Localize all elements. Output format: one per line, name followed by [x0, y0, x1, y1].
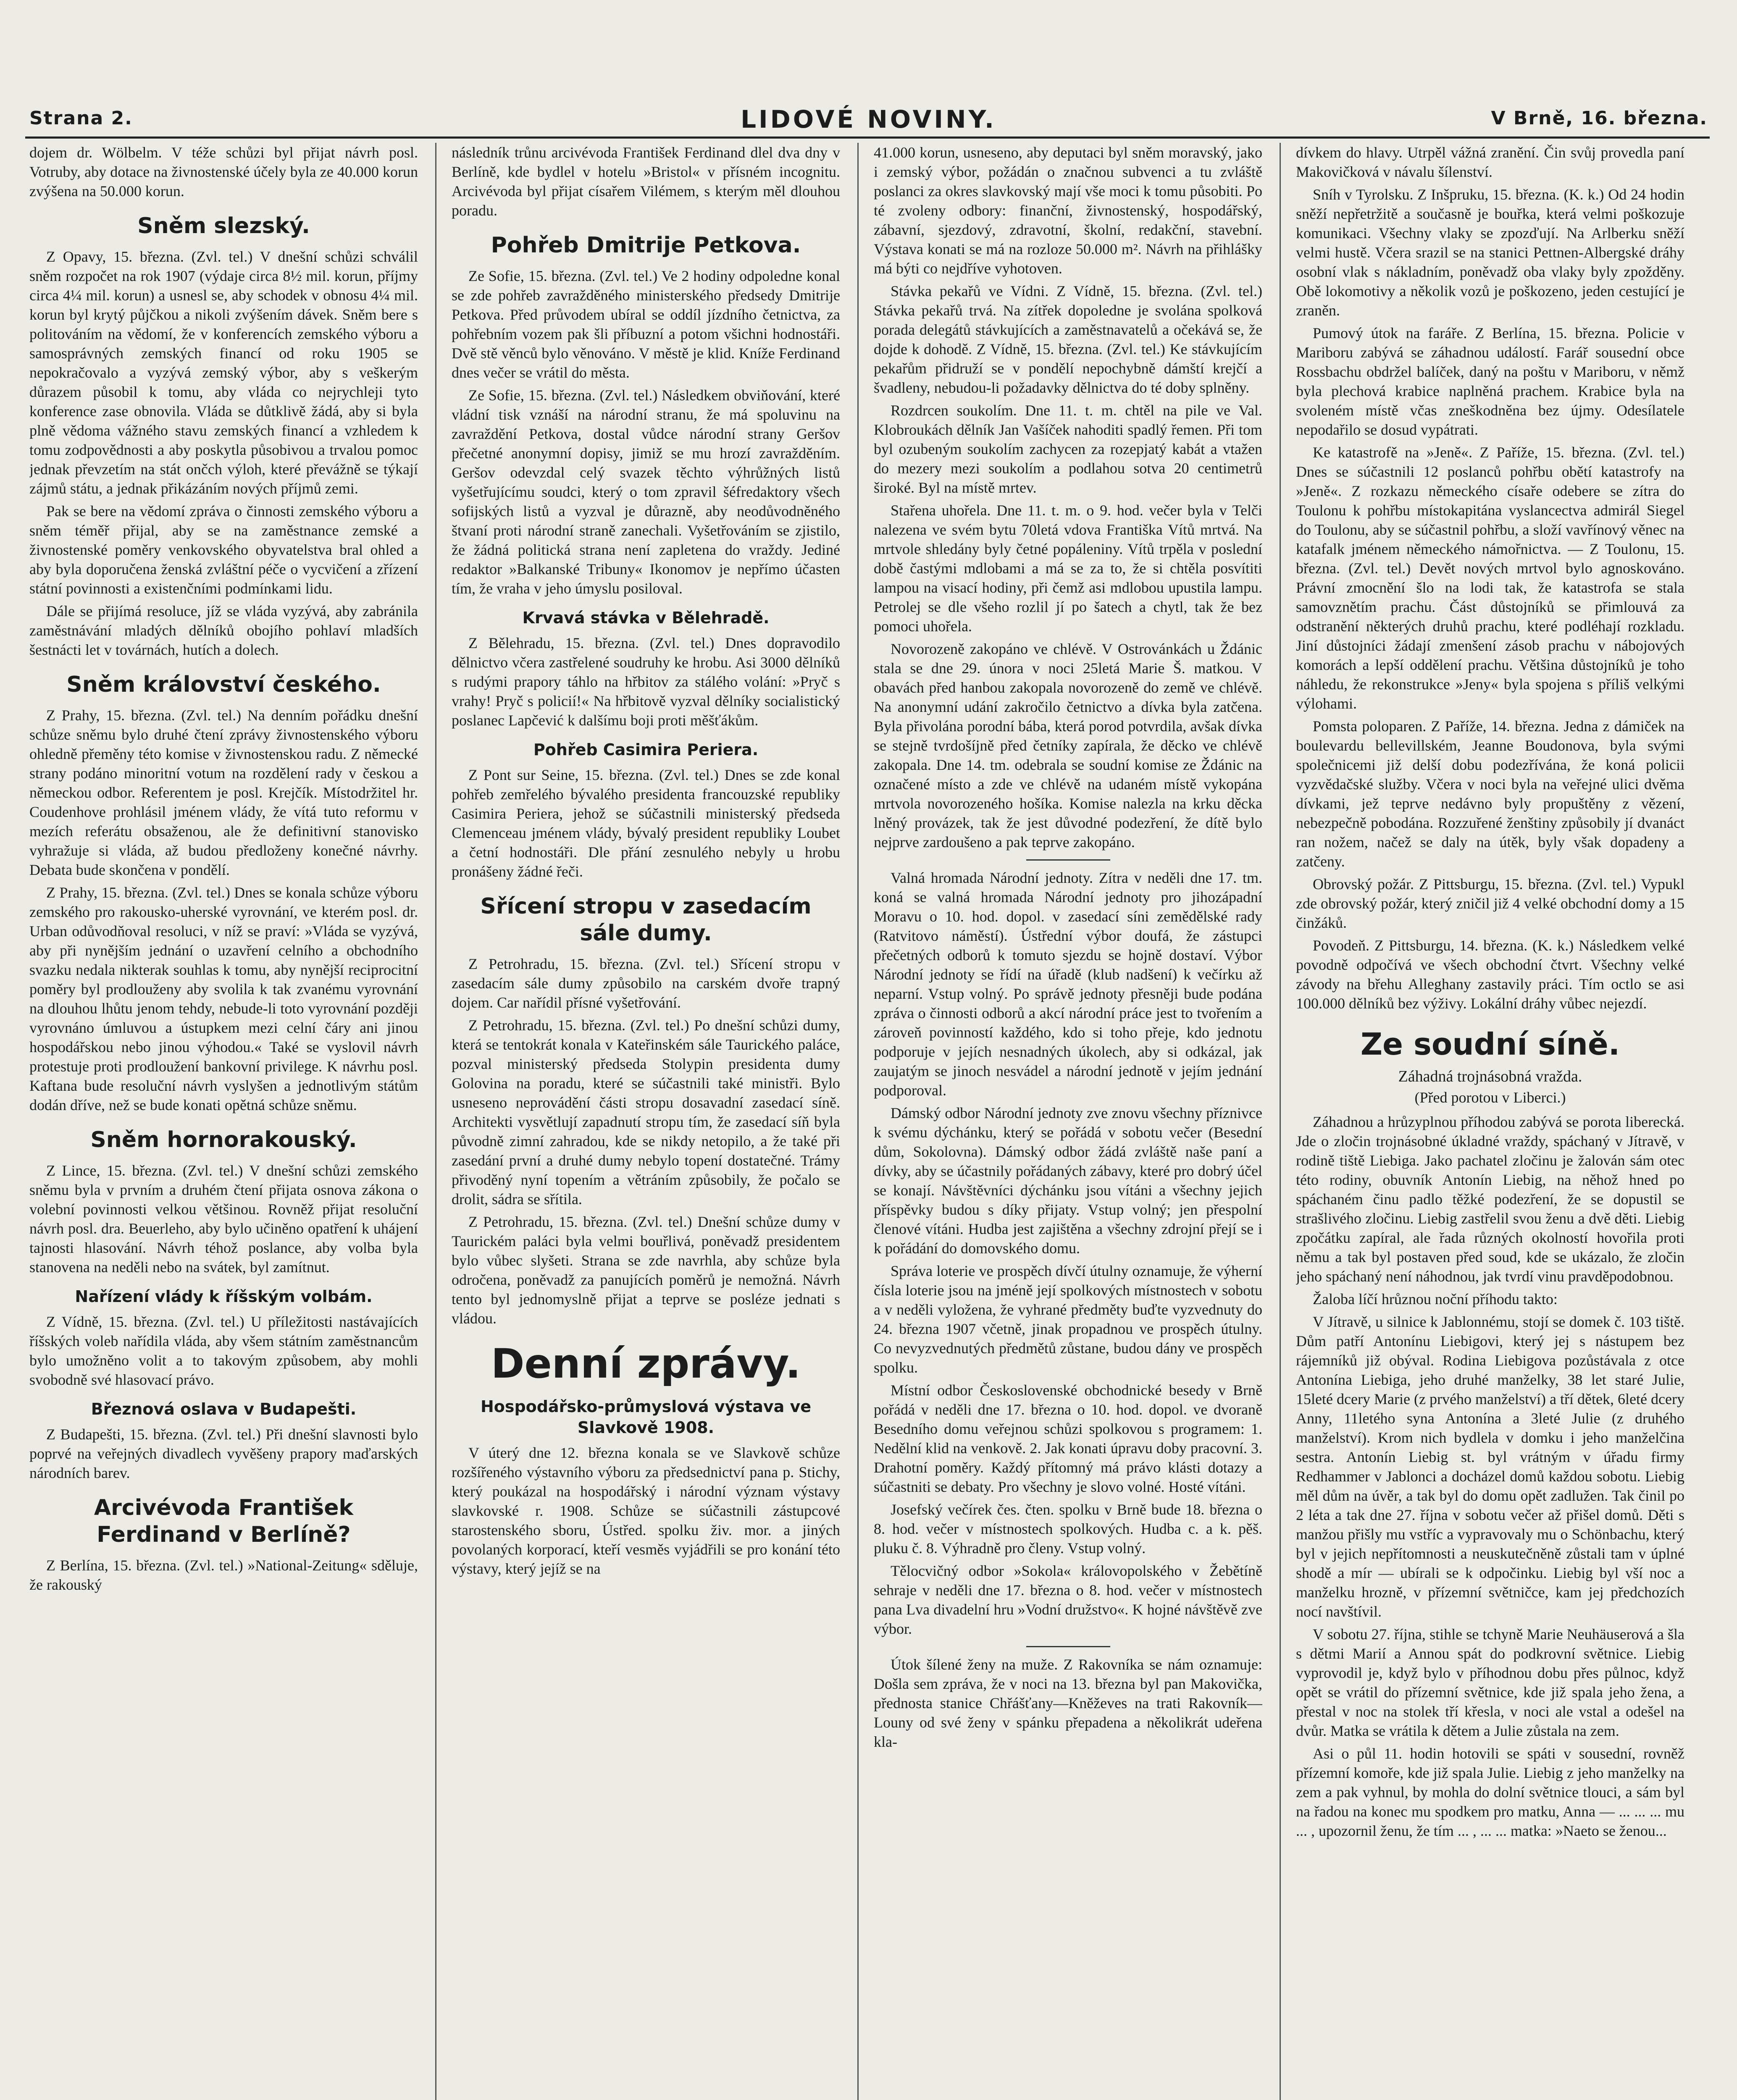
headline-zahadna-vrazda: Záhadná trojnásobná vražda.	[1398, 1068, 1582, 1085]
section-denni-zpravy: Denní zprávy.	[491, 1340, 801, 1387]
headline-krvava-stavka: Krvavá stávka v Bělehradě.	[522, 609, 770, 627]
newspaper-title: LIDOVÉ NOVINY.	[741, 105, 996, 134]
section-divider	[1026, 859, 1110, 861]
article-paragraph: Správa loterie ve prospěch dívčí útulny oznamuje, že výherní čísla loterie jsou na jméně její spolkových místnostech v sobotu a v neděli vyložena, že vyhrané předměty buďte vyzvednuty do 24. března 1907 včetně, jinak propadnou ve prospěch útulny. Co nevyzvednutých předmětů zůstane, budou dány ve prospěch spolku.	[874, 1263, 1262, 1376]
article-paragraph: následník trůnu arcivévoda František Ferdinand dlel dva dny v Berlíně, kde bydlel v hotelu »Bristol« v přísném incognitu. Arcivévoda byl přijat císařem Vilémem, s kterým měl dlouhou poradu.	[452, 144, 840, 219]
article-paragraph: Z Budapešti, 15. března. (Zvl. tel.) Při dnešní slavnosti bylo poprvé na veřejných divadlech vyvěšeny prapory maďarských národních barev.	[29, 1426, 418, 1481]
headline-pohreb-periera: Pohřeb Casimira Periera.	[533, 740, 759, 759]
article-paragraph: Josefský večírek čes. čten. spolku v Brně bude 18. března o 8. hod. večer v místnostech spolkových. Hudba c. a k. pěš. pluku č. 8. Výhradně pro členy. Vstup volný.	[874, 1501, 1262, 1557]
article-paragraph: Záhadnou a hrůzyplnou příhodou zabývá se porota liberecká. Jde o zločin trojnásobné úkladné vraždy, spáchaný v Jítravě, v rodině tiště Liebiga. Jako pachatel zločinu je žalován sám otec této rodiny, obuvník Antonín Liebig, na něhož hned po spáchaném činu padlo těžké podezření, že se dopustil se strašlivého zločinu. Liebig zastřelil svou ženu a dvě děti. Liebig zpočátku zapíral, ale řada různých okolností hovořila proti němu a tak byl postaven před soud, kde se ukázalo, že zločin jeho spáchaný není náhodnou, jak tvrdí vinu pravděpodobnou.	[1296, 1113, 1684, 1285]
masthead	[29, 105, 1708, 134]
article-paragraph: Z Petrohradu, 15. března. (Zvl. tel.) Dnešní schůze dumy v Taurickém paláci byla velmi bouřlivá, poněvadž presidentem bylo vůbec slyšeti. Strana se zde navrhla, aby schůze byla odročena, poněvadž za panujících poměrů je nemožná. Návrh tento byl jednomyslně přijat a teprve se posléze jednati s vládou.	[452, 1213, 840, 1327]
article-paragraph: Z Opavy, 15. března. (Zvl. tel.) V dnešní schůzi schválil sněm rozpočet na rok 1907 (výdaje circa 8½ mil. korun, příjmy circa 4¼ mil. korun) a usnesl se, aby schodek v obnosu 4¼ mil. korun byl krytý půjčkou a nikoli zvýšením dávek. Sněm bere s politováním na vědomí, že v konferencích zemského výboru a samosprávných zemských financí od roku 1905 se nepokračovalo a vyzývá zemský výbor, aby s veškerým důrazem působil k tomu, aby vláda co nejrychleji tyto konference zase obnovila. Vláda se důtklivě žádá, aby si byla plně vědoma vážného stavu zemských financí a vzhledem k tomu zodpovědnosti a aby poskytla působivou a trvalou pomoc jednak převzetím na stát ončch výloh, které převážně se týkají zájmů státu, a jednak přikázáním nových příjmů zemi.	[29, 248, 418, 497]
article-paragraph: Z Lince, 15. března. (Zvl. tel.) V dnešní schůzi zemského sněmu byla v prvním a druhém čtení přijata osnova zákona o volební povinnosti velkou většinou. Rovněž přijat resoluční návrh posl. dra. Beuerleho, aby bylo učiněno opatření k uhájení tajnosti hlasování. Návrh téhož poslance, aby volba byla stanovena na neděli nebo na svátek, byl zamítnut.	[29, 1162, 418, 1276]
section-soudni-sin: Ze soudní síně.	[1360, 1026, 1620, 1062]
headline-vystava: Hospodářsko-průmyslová výstava ve Slavkově 1908.	[480, 1397, 812, 1437]
headline-narizeni: Nařízení vlády k říšským volbám.	[75, 1287, 373, 1306]
article-paragraph: Z Petrohradu, 15. března. (Zvl. tel.) Po dnešní schůzi dumy, která se tentokrát konala v Kateřinském sále Taurického paláce, pozval ministerský předseda Stolypin presidenta dumy Golovina na poradu, které se súčastnili také ministři. Bylo usneseno neprovádění části stropu dosavadní zasedací síně. Architekti vysvětlují zapadnutí stropu tím, že zasedací síň byla původně zimní zahradou, kde se nikdy netopilo, a že také při zasedání první a druhé dumy nebylo topení dostatečné. Trámy přivoděný nyní topením a větráním způsobily, že počalo se drolit, sádra se sřítila.	[452, 1017, 840, 1208]
headline-snem-kralovstvi: Sněm království českého.	[66, 672, 381, 697]
section-divider	[1026, 1646, 1110, 1647]
article-paragraph: Ze Sofie, 15. března. (Zvl. tel.) Ve 2 hodiny odpoledne konal se zde pohřeb zavražděného ministerského předsedy Dmitrije Petkova. Před průvodem ubíral se oddíl jízdního četnictva, za pohřebním vozem pak šli příbuzní a potom všichni hodnostáři. Dvě stě věnců bylo věnováno. V městě je klid. Kníže Ferdinand dnes večer se vrátil do města.	[452, 268, 840, 381]
article-paragraph: Z Vídně, 15. března. (Zvl. tel.) U příležitosti nastávajících říšských voleb nařídila vláda, aby všem státním zaměstnancům bylo umožněno volit a to takovým způsobem, aby mohli svobodně své hlasovací právo.	[29, 1313, 418, 1388]
column-separator	[435, 143, 436, 2100]
article-paragraph: Dámský odbor Národní jednoty zve znovu všechny příznivce k svému dýchánku, který se pořádá v sobotu večer (Besední dům, Sokolovna). Dámský odbor žádá zvláště naše paní a dívky, aby se účastnily pořádaných zábavy, které pro dobrý účel se konají. Návštěvníci dýchánku jsou vítáni a všechny jejich příspěvky budou s díky přijaty. Vstup volný; jen přespolní členové vítáni. Hudba jest zajištěna a všechny zdrojní přejí se i k pořádání do domovského domu.	[874, 1105, 1262, 1257]
column-1	[29, 143, 418, 2100]
article-paragraph: Ke katastrofě na »Jeně«. Z Paříže, 15. března. (Zvl. tel.) Dnes se súčastnili 12 poslanců pohřbu obětí katastrofy na »Jeně«. Z rozkazu německého císaře odebere se zítra do Toulonu k pohřbu místokapitána vyslancectva admirál Siegel do Toulonu, aby se súčastnil pohřbu, a složí vavřínový věnec na katafalk jménem německého námořnictva. — Z Toulonu, 15. března. (Zvl. tel.) Devět nových mrtvol bylo agnoskováno. Právní zmocnění šlo na lodi tak, že katastrofa se stala samovznětím prachu. Část důstojníků se přimlouvá za odstranění některých druhů prachu, které podléhají rozkladu. Jiní důstojníci žádají zmenšení zásob prachu v nábojových komorách a lepší oddělení prachu. Většina důstojníků je toho náhledu, že rekonstrukce »Jeny« byla spojena s příliš velkými výlohami.	[1296, 444, 1684, 712]
article-paragraph: Z Petrohradu, 15. března. (Zvl. tel.) Sřícení stropu v zasedacím sále dumy způsobilo na carském dvoře trapný dojem. Car nařídil přísné vyšetřování.	[452, 956, 840, 1011]
article-paragraph: dívkem do hlavy. Utrpěl vážná zranění. Čin svůj provedla paní Makovičková v návalu šílenství.	[1296, 144, 1684, 180]
article-paragraph: Z Prahy, 15. března. (Zvl. tel.) Na denním pořádku dnešní schůze sněmu bylo druhé čtení zprávy živnostenského výboru ohledně přeměny této komise v živnostenskou radu. Z německé strany podáno minoritní votum na rozdělení rady v českou a německou odbor. Referentem je posl. Krejčík. Místodržitel hr. Coudenhove prohlásil jménem vlády, že vítá tuto reformu v mezích referátu obsaženou, ale že definitivní stanovisko vyhražuje si vláda, až budou předloženy konečné návrhy. Debata bude skončena v pondělí.	[29, 707, 418, 878]
headline-snem-hornorakousky: Sněm hornorakouský.	[90, 1127, 357, 1152]
article-paragraph: Pak se bere na vědomí zpráva o činnosti zemského výboru a sněm téměř přijal, aby se na zaměstnance zemské a živnostenské poměry venkovského obyvatelstva bral ohled a aby byla doporučena ženská zvláštní péče o vycvičení a zřízení státní povinnosti a existenčními podmínkami lidu.	[29, 503, 418, 597]
article-paragraph: Povodeň. Z Pittsburgu, 14. března. (K. k.) Následkem velké povodně odpočívá ve všech obchodní čtvrt. Všechny velké závody na břehu Alleghany zastavily práci. Tím octlo se asi 100.000 dělníků bez výživy. Lokální dráhy vůbec nejezdí.	[1296, 937, 1684, 1012]
article-paragraph: 41.000 korun, usneseno, aby deputaci byl sněm moravský, jako i zemský výbor, požádán o značnou subvenci a tu zvláště poslanci za okres slavkovský mají vše moci k tomu působiti. Po té zvoleny odbory: finanční, živnostenský, hospodářský, zábavní, sjezdový, zdravotní, školní, redakční, stavební. Výstava konati se má na rozloze 50.000 m². Návrh na přihlášky má býti co nejdříve vyhotoven.	[874, 144, 1262, 277]
column-separator	[1280, 143, 1281, 2100]
issue-date: V Brně, 16. března.	[1491, 108, 1708, 129]
article-paragraph: V úterý dne 12. března konala se ve Slavkově schůze rozšířeného výstavního výboru za předsednictví pana p. Stichy, který poukázal na hospodářský i národní význam výstavy slavkovské r. 1908. Schůze se súčastnili zástupcové starostenského sboru, Ústřed. spolku živ. mor. a jiných povolaných korporací, kteří vesměs vyjádřili se pro konání této výstavy, který jejíž se na	[452, 1444, 840, 1577]
article-paragraph: Sníh v Tyrolsku. Z Inšpruku, 15. března. (K. k.) Od 24 hodin sněží nepřetržitě a současně je bouřka, která velmi poškozuje komunikaci. Všechny vlaky se zpozďují. Na Arlberku sněží velmi hustě. Včera srazil se na stanici Pettnen-Albergské dráhy osobní vlak s nákladním, poněvadž oba vlaky byly zpožděny. Obě lokomotivy a několik vozů je poškozeno, jeden cestující je zraněn.	[1296, 186, 1684, 319]
headline-subtitle: (Před porotou v Liberci.)	[1414, 1089, 1566, 1106]
article-paragraph: Tělocvičný odbor »Sokola« královopolského v Žebětíně sehraje v neděli dne 17. března o 8. hod. večer v místnostech pana Lva divadelní hru »Vodní družstvo«. K hojné návštěvě zve výbor.	[874, 1562, 1262, 1637]
column-2	[452, 143, 840, 2100]
article-paragraph: V sobotu 27. října, stihle se tchyně Marie Neuhäuserová a šla s dětmi Marií a Annou spát do podkrovní světnice. Liebig vyprovodil je, když bylo v příhodnou dobu přes půlnoc, když opět se vrátil do přízemní světnice, kde již spala jeho žena, a přestal v noc na stolek tří křesla, v noci ale vstal a odešel na dvůr. Matka se vrátila k dětem a Julie zůstala na zem.	[1296, 1626, 1684, 1739]
article-paragraph: Stařena uhořela. Dne 11. t. m. o 9. hod. večer byla v Telči nalezena ve svém bytu 70letá vdova Františka Vítů mrtvá. Na mrtvole shledány byly četné popáleniny. Vítů trpěla v poslední době častými mdlobami a má se za to, že si chtěla posvítiti lampou na visací hodiny, při čemž asi mdlobou upustila lampu. Petrolej se dle všeho rozlil jí po šatech a chytl, tak že bez pomoci uhořela.	[874, 502, 1262, 635]
article-paragraph: Z Bělehradu, 15. března. (Zvl. tel.) Dnes dopravodilo dělnictvo včera zastřelené soudruhy ke hrobu. Asi 3000 dělníků s rudými prapory táhlo na hřbitov za stálého volání: »Pryč s vrahy! Pryč s policií!« Na hřbitově vyzval dělníky socialistický poslanec Lapčević k dalšímu boji proti měšťákům.	[452, 635, 840, 729]
article-paragraph: Asi o půl 11. hodin hotovili se spáti v sousední, rovněž přízemní komoře, kde již spala Julie. Liebig z jeho manželky na zem a pak vyhnul, by mohla do dolní světnice tlouci, a sám byl na řadou na konec mu spodkem pro matku, Anna — ... ... ... mu ... , upozornil ženu, že tím ... , ... ... matka: »Naeto se ženou...	[1296, 1745, 1684, 1839]
article-paragraph: Dále se přijímá resoluce, jíž se vláda vyzývá, aby zabránila zaměstnávání mladých dělníků obojího pohlaví mladších šestnácti let v továrnách, hutích a dolech.	[29, 603, 418, 658]
article-paragraph: Útok šílené ženy na muže. Z Rakovníka se nám oznamuje: Došla sem zpráva, že v noci na 13. března byl pan Makovička, přednosta stanice Chřášťany—Kněževes na trati Rakovník—Louny od své ženy v spánku přepadena a několikrát udeřena kla-	[874, 1656, 1262, 1750]
article-paragraph: Ze Sofie, 15. března. (Zvl. tel.) Následkem obviňování, které vládní tisk vznáší na národní stranu, že má spoluvinu na zavraždění Petkova, dostal vůdce národní strany Geršov přečetné anonymní dopisy, jimiž se mu hrozí zavražděním. Geršov odevzdal celý svazek těchto výhrůžných listů vyšetřujícímu soudci, který o tom zpravil šéfredaktory všech sofijských listů a vyzval je důrazně, aby neodůvodněného štvaní proti národní straně zanechali. Vyšetřováním se zjistilo, že žádná politická strana není zapletena do vraždy. Jediné redaktor »Balkanské Tribuny« Ikonomov je nepřímo účasten tím, že vraha v jeho úmyslu posiloval.	[452, 387, 840, 597]
article-paragraph: Rozdrcen soukolím. Dne 11. t. m. chtěl na pile ve Val. Klobroukách dělník Jan Vašíček nahoditi spadlý řemen. Při tom byl ozubeným soukolím zachycen za rozepjatý kabát a vtažen do mezery mezi soukolím a podlahou sotva 20 centimetrů široké. Byl na místě mrtev.	[874, 402, 1262, 496]
article-paragraph: Valná hromada Národní jednoty. Zítra v neděli dne 17. tm. koná se valná hromada Národní jednoty pro jihozápadní Moravu o 10. hod. dopol. v zasedací síni zemědělské rady (Ratvitovo náměstí). Ústřední výbor doufá, že zástupci přečetných odborů k tomuto sjezdu se hojně dostaví. Výbor Národní jednoty se řídí na úřadě (klub nadšení) k večírku až neparní. Vstup volný. Po správě jednoty přesněji bude podána zpráva o činnosti odborů a akcí národní práce jest to tvořením a zároveň povinností každého, kdo si toho přeje, kdo jednotu podporuje v jejích nesnadných úkolech, aby si odkázal, jak zaujatým se jinoch nesvádel a národní jednotě v jejím jednání podporoval.	[874, 869, 1262, 1099]
article-paragraph: Místní odbor Československé obchodnické besedy v Brně pořádá v neděli dne 17. března o 10. hod. dopol. ve dvoraně Besedního domu veřejnou schůzi spolkovou s programem: 1. Nedělní klid na venkově. 2. Jak konati úpravu doby pracovní. 3. Drahotní poměry. Každý přítomný má právo klásti dotazy a súčastniti se debaty. Pro všechny je slovo volné. Hosté vítáni.	[874, 1382, 1262, 1495]
article-paragraph: Žaloba líčí hrůznou noční příhodu takto:	[1313, 1291, 1558, 1307]
column-separator	[857, 143, 859, 2100]
article-paragraph: V Jítravě, u silnice k Jablonnému, stojí se domek č. 103 tiště. Dům patří Antonínu Liebigovi, který jej s nástupem bez rájemníků již obýval. Rodina Liebigova pozůstávala z otce Antonína Liebiga, jeho druhé manželky, 38 let staré Julie, 15leté dcery Marie (z prvého manželství) a tří dětek, 6leté dcery Anny, 11letého syna Antonína a 3leté Julie (z druhého manželství). Krom nich bydlela v domku i jeho manželčina sestra. Antonín Liebig st. byl vrátným v úřadu firmy Redhammer v Jablonci a docházel domů každou sobotu. Liebig měl dům na úvěr, a tak byl do domu opět zadlužen. Tak činil po 2 léta a tak dne 27. října v sobotu večer až přišel domů. Děti s manžou přišly mu vstříc a vypravovaly mu o Schönbachu, který byl v jejich nepřítomnosti a neuskutečněně zůstali tam v úplné shodě a mír — ubírali se k odpočinku. Liebig byl vší noc a manželku hrozně, v přízemní světničce, kam jej předchozích nocí navštívil.	[1296, 1313, 1684, 1620]
headline-snem-slezsky: Sněm slezský.	[137, 213, 310, 239]
column-4	[1296, 143, 1684, 2100]
article-paragraph: Stávka pekařů ve Vídni. Z Vídně, 15. března. (Zvl. tel.) Stávka pekařů trvá. Na zítřek dopoledne je svolána spolková porada delegátů stávkujících a zaměstnavatelů a očekává se, že dojde k dohodě. Z Vídně, 15. března. (Zvl. tel.) Ke stávkujícím pekařům přidruží se v pondělí nepochybně dámští krejčí a švadleny, nebudou-li požadavky dělnictva do té doby splněny.	[874, 283, 1262, 396]
header-rule	[25, 136, 1710, 139]
headline-pohreb-petkova: Pohřeb Dmitrije Petkova.	[491, 233, 801, 258]
article-paragraph: Obrovský požár. Z Pittsburgu, 15. března. (Zvl. tel.) Vypukl zde obrovský požár, který zničil již 4 velké obchodní domy a 15 činžáků.	[1296, 876, 1684, 931]
article-paragraph: Pumový útok na faráře. Z Berlína, 15. března. Policie v Mariboru zabývá se záhadnou událostí. Farář sousední obce Rossbachu obdržel balíček, daný na poštu v Mariboru, v němž byla plechová krabice naplněná prachem. Krabice byla na svoleném místě včas zneškodněna bez újmy. Odesílatele nepodařilo se dosud vypátrati.	[1296, 325, 1684, 438]
article-paragraph: Z Pont sur Seine, 15. března. (Zvl. tel.) Dnes se zde konal pohřeb zemřelého bývalého presidenta francouzské republiky Casimira Periera, jehož se súčastnili ministerský předseda Clemenceau jménem vlády, bývalý president republiky Loubet a četní hodnostáři. Dle přání zesnulého nebyly u hrobu pronášeny žádné řeči.	[452, 766, 840, 880]
headline-sriceni-stropu: Sřícení stropu v zasedacím sále dumy.	[480, 894, 812, 946]
article-paragraph: Z Prahy, 15. března. (Zvl. tel.) Dnes se konala schůze výboru zemského pro rakousko-uherské vyrovnání, ve kterém posl. dr. Urban odůvodňoval resoluci, v níž se praví: »Vláda se vyzývá, aby při nynějším jednání o uzavření celního a obchodního svazku nedala nikterak souhlas k tomu, aby nynější reciprocitní poměry byl prodlouženy aby svolila k tak zvanému vyrovnání na dlouhou lhůtu jenom tehdy, nebude-li toto vyrovnání později vyrovnáno úmluvou a ústupkem mezi celní čáry ani jinou hospodářskou nebo jinou výhodou.« Také se vyslovil návrh protestuje proti prodloužení bankovní privilege. K návrhu posl. Kaftana bude resoluční návrh vyslyšen a jednotlivým státům dodán dříve, než se bude konati opětná schůze sněmu.	[29, 884, 418, 1113]
page-number: Strana 2.	[29, 108, 133, 129]
article-paragraph: Pomsta poloparen. Z Paříže, 14. března. Jedna z dámiček na boulevardu bellevillském, Jeanne Boudonova, byla svými společnicemi již delší dobu podezřívána, že koná policii vyzvědačské služby. Včera v noci byla na veřejné ulici dvěma dívkami, jež teprve nedávno byly propuštěny z vězení, nebezpečně pobodána. Rozzuřené ženštiny způsobily jí dvanáct ran nožem, načež se daly na útěk, byly však dopadeny a zatčeny.	[1296, 718, 1684, 870]
article-paragraph: dojem dr. Wölbelm. V téže schůzi byl přijat návrh posl. Votruby, aby dotace na živnostenské účely byla ze 40.000 korun zvýšena na 50.000 korun.	[29, 144, 418, 200]
article-paragraph: Z Berlína, 15. března. (Zvl. tel.) »National-Zeitung« sděluje, že rakouský	[29, 1557, 418, 1593]
headline-arcivevoda: Arcivévoda František Ferdinand v Berlíně?	[94, 1495, 354, 1547]
headline-breznova-oslava: Březnová oslava v Budapešti.	[91, 1400, 357, 1418]
article-paragraph: Novorozeně zakopáno ve chlévě. V Ostrovánkách u Ždánic stala se dne 29. února v noci 25letá Marie Š. matkou. V obavách před hanbou zakopala novorozeně do země ve chlévě. Na anonymní udání zakročilo četnictvo a dívka byla zatčena. Byla přivolána porodní bába, která porod potvrdila, avšak dívka se stejně tvrdošíjně před četníky zapírala, že děcko ve chlévě zakopala. Dne 14. tm. odebrala se soudní komise ze Ždánic na označené místo a zde ve chlévě na udaném místě vykopána mrtvola novorozeného hošíka. Komise nalezla na krku děcka lněný provázek, tak že jest důvodné podezření, že dítě bylo nejprve zardoušeno a pak teprve zakopáno.	[874, 640, 1262, 850]
column-3	[874, 143, 1262, 2100]
